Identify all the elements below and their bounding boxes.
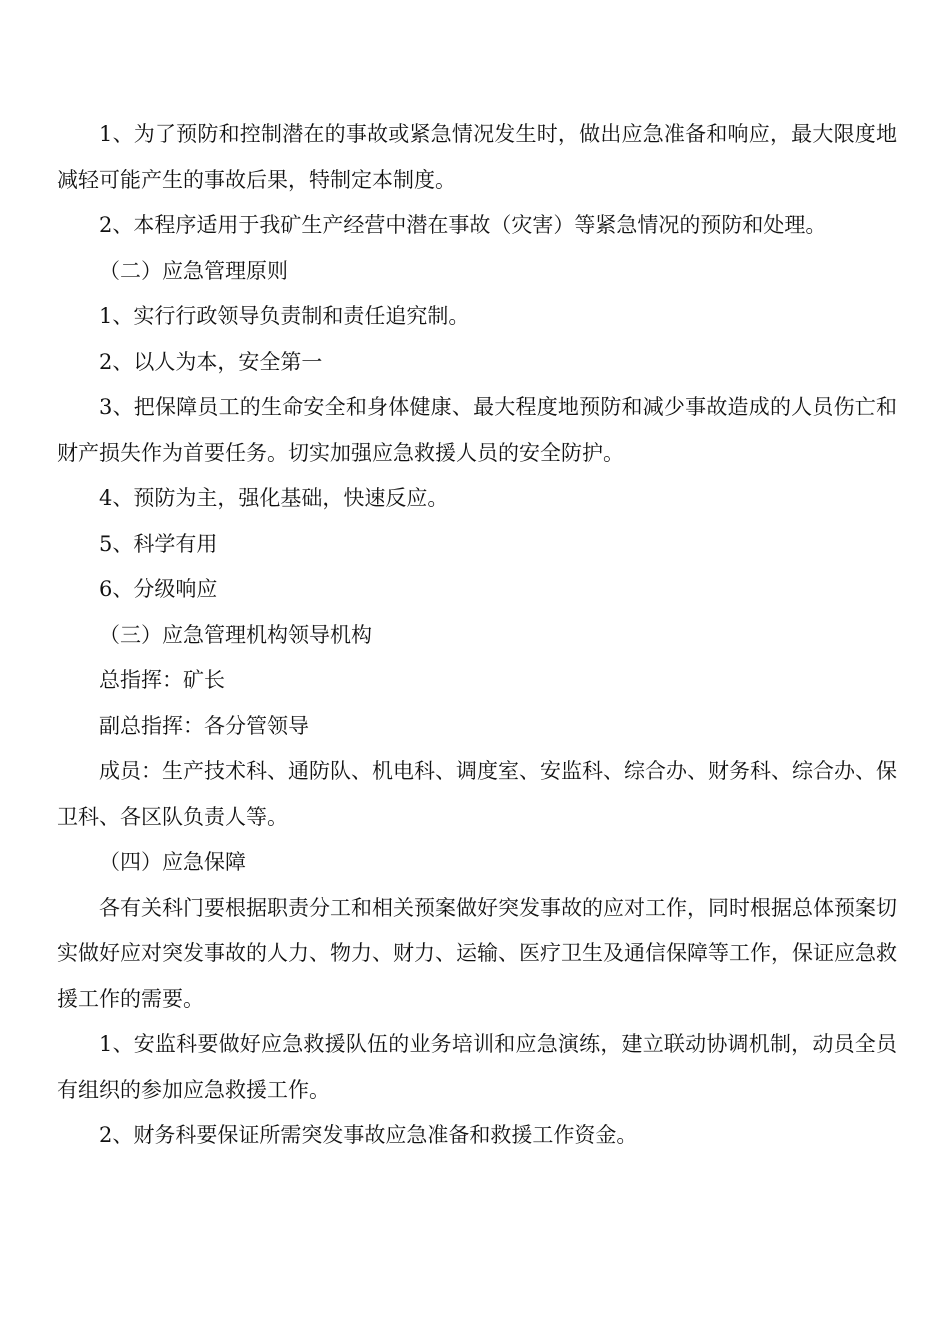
principle-item-4: 4、预防为主，强化基础，快速反应。 (99, 486, 449, 510)
section-heading-organization: （三）应急管理机构领导机构 (99, 622, 372, 647)
assurance-item-2: 2、财务科要保证所需突发事故应急准备和救援工作资金。 (99, 1123, 638, 1147)
principle-item-6: 6、分级响应 (99, 577, 218, 601)
document-body (57, 112, 897, 1159)
section-heading-principles: （二）应急管理原则 (99, 258, 288, 283)
principle-item-1: 1、实行行政领导负责制和责任追究制。 (99, 304, 470, 328)
principle-item-5: 5、科学有用 (99, 531, 218, 556)
principle-item-2: 2、以人为本，安全第一 (99, 349, 323, 374)
principle-item-3: 3、把保障员工的生命安全和身体健康、最大程度地预防和减少事故造成的人员伤亡和财产损失作为首要任务。切实加强应急救援人员的安全防护。 (57, 395, 897, 465)
deputy-commander-line: 副总指挥：各分管领导 (99, 713, 309, 738)
section-heading-assurance: （四）应急保障 (99, 850, 246, 874)
paragraph-purpose: 1、为了预防和控制潜在的事故或紧急情况发生时，做出应急准备和响应，最大限度地减轻可能产生的事故后果，特制定本制度。 (57, 122, 897, 192)
paragraph-scope: 2、本程序适用于我矿生产经营中潜在事故（灾害）等紧急情况的预防和处理。 (99, 213, 827, 237)
members-line: 成员：生产技术科、通防队、机电科、调度室、安监科、综合办、财务科、综合办、保卫科、各区队负责人等。 (57, 759, 897, 829)
assurance-item-1: 1、安监科要做好应急救援队伍的业务培训和应急演练，建立联动协调机制，动员全员有组织的参加应急救援工作。 (57, 1032, 897, 1102)
assurance-intro: 各有关科门要根据职责分工和相关预案做好突发事故的应对工作，同时根据总体预案切实做好应对突发事故的人力、物力、财力、运输、医疗卫生及通信保障等工作，保证应急救援工作的需要。 (57, 895, 897, 1011)
commander-line: 总指挥：矿长 (99, 668, 225, 692)
